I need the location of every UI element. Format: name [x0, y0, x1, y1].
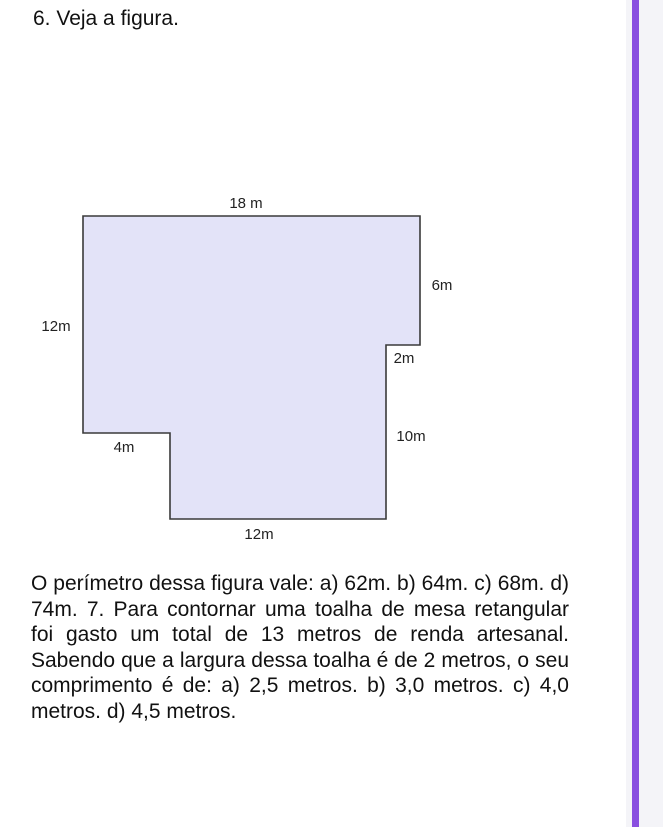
label-top-side: 18 m — [229, 195, 263, 212]
label-right-step: 2m — [393, 350, 415, 367]
label-right-lower-side: 10m — [396, 428, 426, 445]
question-title: 6. Veja a figura. — [33, 7, 179, 30]
vertical-scrollbar[interactable] — [632, 0, 639, 827]
label-left-side: 12m — [41, 318, 71, 335]
label-bottom-side: 12m — [244, 526, 274, 543]
figure-shape — [83, 216, 420, 519]
label-bottom-left-step: 4m — [113, 439, 135, 456]
question-body: O perímetro dessa figura vale: a) 62m. b) 64m. c) 68m. d) 74m. 7. Para contornar uma toalha de mesa retangular foi gasto um total de 13 metros de renda artesanal. Sabendo que a largura dessa toalha é de 2 metros, o seu comprimento é de: a) 2,5 metros. b) 3,0 metros. c) 4,0 metros. d) 4,5 metros. — [31, 572, 569, 723]
label-right-upper-side: 6m — [431, 277, 453, 294]
